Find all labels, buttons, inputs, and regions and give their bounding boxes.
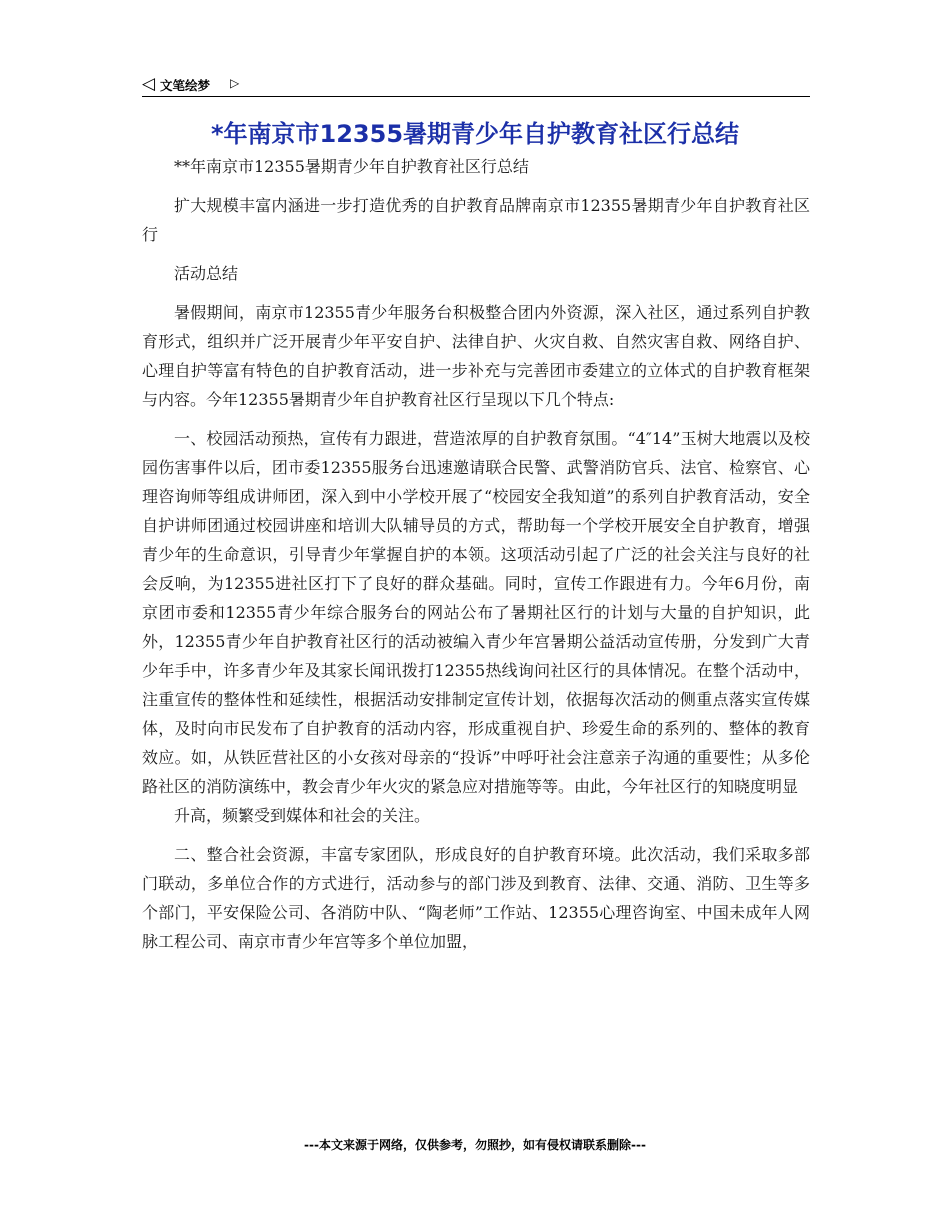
- header-text: 文笔绘梦: [160, 78, 211, 93]
- footer-disclaimer: ---本文来源于网络，仅供参考，勿照抄，如有侵权请联系删除---: [304, 1138, 646, 1152]
- paragraph-point-one-end: 升高，频繁受到媒体和社会的关注。: [174, 806, 431, 825]
- document-body: [142, 152, 810, 966]
- paragraph-point-one: 一、校园活动预热，宣传有力跟进，营造浓厚的自护教育氛围。“4″14”玉树大地震以及校园伤害事件以后，团市委12355服务台迅速邀请联合民警、武警消防官兵、法官、检察官、心理咨询师等组成讲师团，深入到中小学校开展了“校园安全我知道”的系列自护教育活动，安全自护讲师团通过校园讲座和培训大队辅导员的方式，帮助每一个学校开展安全自护教育，增强青少年的生命意识，引导青少年掌握自护的本领。这项活动引起了广泛的社会关注与良好的社会反响，为12355进社区打下了良好的群众基础。同时，宣传工作跟进有力。今年6月份，南京团市委和12355青少年综合服务台的网站公布了暑期社区行的计划与大量的自护知识，此外，12355青少年自护教育社区行的活动被编入青少年宫暑期公益活动宣传册，分发到广大青少年手中，许多青少年及其家长闻讯拨打12355热线询问社区行的具体情况。在整个活动中，注重宣传的整体性和延续性，根据活动安排制定宣传计划，依据每次活动的侧重点落实宣传媒体，及时向市民发布了自护教育的活动内容，形成重视自护、珍爱生命的系列的、整体的教育效应。如，从铁匠营社区的小女孩对母亲的“投诉”中呼吁社会注意亲子沟通的重要性；从多伦路社区的消防演练中，教会青少年火灾的紧急应对措施等等。由此，今年社区行的知晓度明显: [142, 429, 810, 796]
- paragraph-point-two: 二、整合社会资源，丰富专家团队，形成良好的自护教育环境。此次活动，我们采取多部门联动，多单位合作的方式进行，活动参与的部门涉及到教育、法律、交通、消防、卫生等多个部门，平安保险公司、各消防中队、“陶老师”工作站、12355心理咨询室、中国未成年人网脉工程公司、南京市青少年宫等多个单位加盟，: [142, 845, 810, 951]
- left-triangle-icon: ◁: [142, 74, 156, 94]
- paragraph-subtitle: **年南京市12355暑期青少年自护教育社区行总结: [174, 157, 529, 176]
- paragraph-intro: 暑假期间，南京市12355青少年服务台积极整合团内外资源，深入社区，通过系列自护教育形式，组织并广泛开展青少年平安自护、法律自护、火灾自救、自然灾害自救、网络自护、心理自护等富有特色的自护教育活动，进一步补充与完善团市委建立的立体式的自护教育框架与内容。今年12355暑期青少年自护教育社区行呈现以下几个特点:: [142, 303, 810, 409]
- paragraph-slogan: 扩大规模丰富内涵进一步打造优秀的自护教育品牌南京市12355暑期青少年自护教育社区行: [142, 196, 810, 244]
- right-triangle-icon: ▷: [230, 76, 240, 90]
- paragraph-heading: 活动总结: [174, 264, 239, 283]
- page-title: *年南京市12355暑期青少年自护教育社区行总结: [210, 120, 740, 148]
- page-header: [142, 72, 810, 97]
